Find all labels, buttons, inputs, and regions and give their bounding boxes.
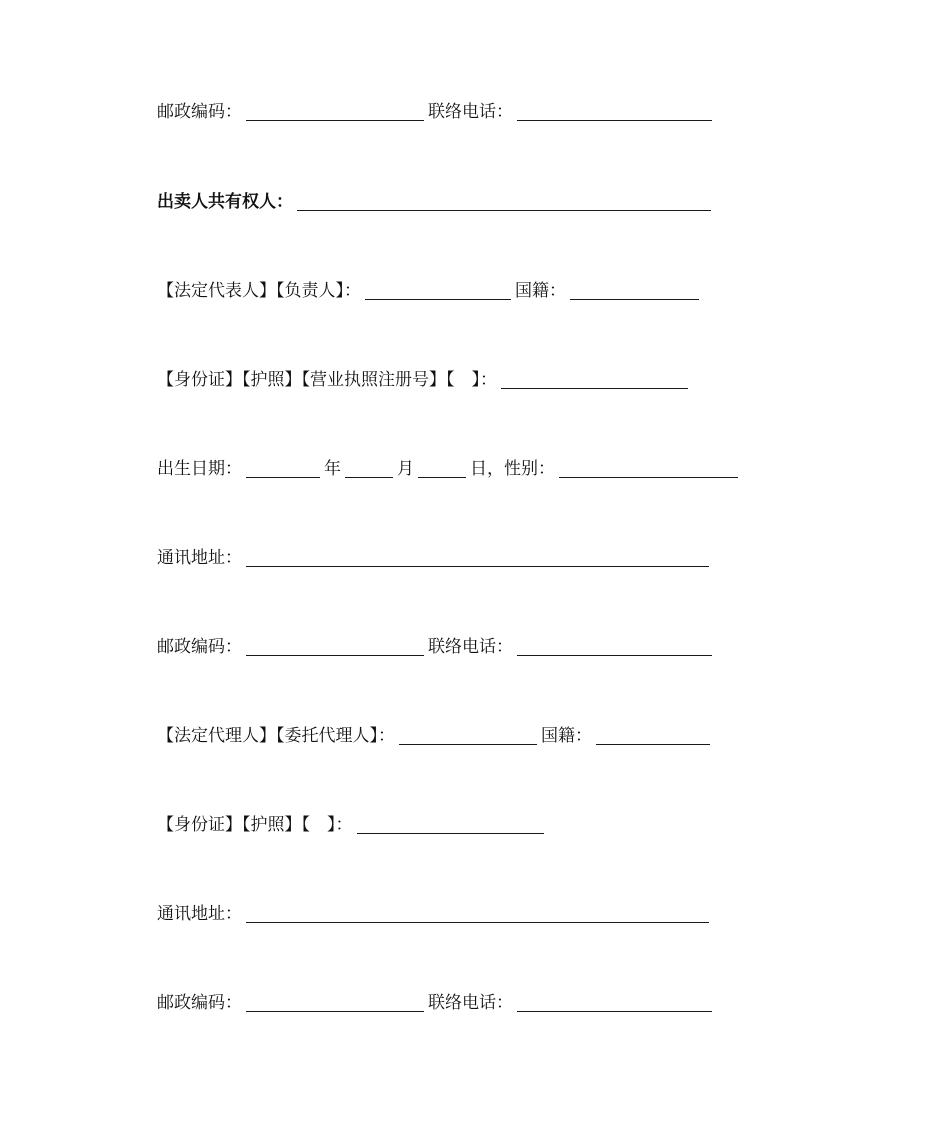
fill-in-blank[interactable] bbox=[418, 477, 466, 478]
fill-in-blank[interactable] bbox=[297, 210, 711, 211]
field-label: 国籍： bbox=[541, 726, 592, 746]
form-line-postal-phone-1 bbox=[157, 98, 716, 122]
form-line-address-1 bbox=[157, 544, 713, 568]
fill-in-blank[interactable] bbox=[246, 120, 424, 121]
field-label: 月 bbox=[397, 459, 414, 479]
fill-in-blank[interactable] bbox=[501, 388, 688, 389]
field-label: 【身份证】【护照】【 】： bbox=[157, 815, 353, 835]
form-line-legal-rep-nationality bbox=[157, 277, 703, 301]
form-line-address-2 bbox=[157, 900, 713, 924]
fill-in-blank[interactable] bbox=[570, 299, 699, 300]
form-line-id-doc-2 bbox=[157, 811, 548, 835]
fill-in-blank[interactable] bbox=[517, 120, 712, 121]
fill-in-blank[interactable] bbox=[559, 477, 738, 478]
form-line-id-doc-1 bbox=[157, 366, 692, 390]
field-label: 出卖人共有权人： bbox=[157, 192, 293, 212]
fill-in-blank[interactable] bbox=[365, 299, 511, 300]
form-line-seller-co-owner bbox=[157, 188, 715, 212]
form-line-legal-agent-nationality bbox=[157, 722, 714, 746]
fill-in-blank[interactable] bbox=[246, 1011, 424, 1012]
field-label: 【法定代表人】【负责人】： bbox=[157, 281, 361, 301]
form-line-postal-phone-2 bbox=[157, 633, 716, 657]
form-line-postal-phone-3 bbox=[157, 989, 716, 1013]
field-label: 国籍： bbox=[515, 281, 566, 301]
form-line-birth-gender bbox=[157, 455, 742, 479]
fill-in-blank[interactable] bbox=[246, 477, 320, 478]
field-label: 联络电话： bbox=[428, 993, 513, 1013]
fill-in-blank[interactable] bbox=[246, 655, 424, 656]
field-label: 出生日期： bbox=[157, 459, 242, 479]
fill-in-blank[interactable] bbox=[246, 922, 709, 923]
fill-in-blank[interactable] bbox=[596, 744, 710, 745]
field-label: 联络电话： bbox=[428, 637, 513, 657]
field-label: 日，性别： bbox=[470, 459, 555, 479]
field-label: 【法定代理人】【委托代理人】： bbox=[157, 726, 395, 746]
field-label: 通讯地址： bbox=[157, 904, 242, 924]
fill-in-blank[interactable] bbox=[399, 744, 537, 745]
fill-in-blank[interactable] bbox=[357, 833, 544, 834]
field-label: 通讯地址： bbox=[157, 548, 242, 568]
fill-in-blank[interactable] bbox=[517, 655, 712, 656]
field-label: 联络电话： bbox=[428, 102, 513, 122]
field-label: 邮政编码： bbox=[157, 993, 242, 1013]
field-label: 年 bbox=[324, 459, 341, 479]
field-label: 邮政编码： bbox=[157, 637, 242, 657]
field-label: 【身份证】【护照】【营业执照注册号】【 】： bbox=[157, 370, 497, 390]
field-label: 邮政编码： bbox=[157, 102, 242, 122]
fill-in-blank[interactable] bbox=[345, 477, 393, 478]
fill-in-blank[interactable] bbox=[517, 1011, 712, 1012]
fill-in-blank[interactable] bbox=[246, 566, 709, 567]
